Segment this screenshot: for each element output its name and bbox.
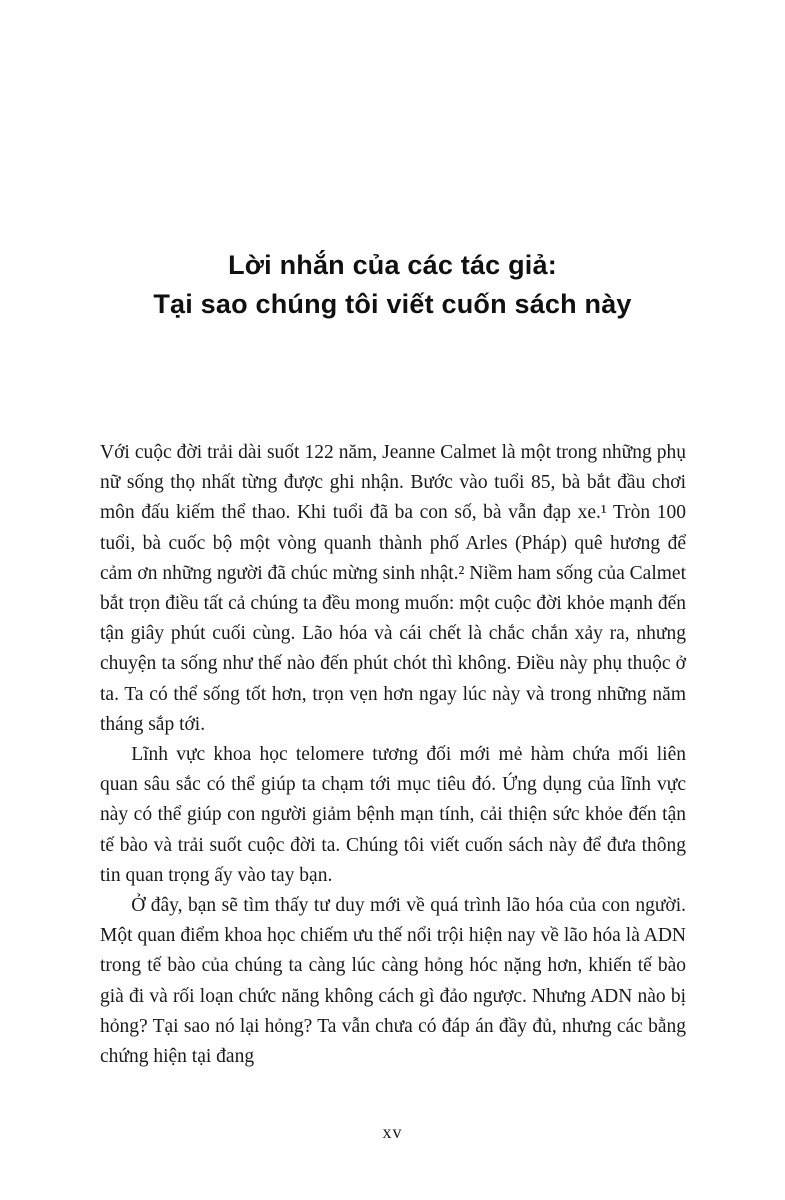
page-number: xv: [382, 1122, 403, 1142]
chapter-title-line-1: Lời nhắn của các tác giả:: [228, 250, 557, 280]
body-paragraph-2: Lĩnh vực khoa học telomere tương đối mới mẻ hàm chứa mối liên quan sâu sắc có thể giúp ta chạm tới mục tiêu đó. Ứng dụng của lĩnh vực này có thể giúp con người giảm bệnh mạn tính, cải thiện sức khỏe đến tận tế bào và trải suốt cuộc đời ta. Chúng tôi viết cuốn sách này để đưa thông tin quan trọng ấy vào tay bạn.: [100, 744, 686, 886]
body-paragraph-3: Ở đây, bạn sẽ tìm thấy tư duy mới về quá trình lão hóa của con người. Một quan điểm khoa học chiếm ưu thế nổi trội hiện nay về lão hóa là ADN trong tế bào của chúng ta càng lúc càng hỏng hóc nặng hơn, khiến tế bào già đi và rối loạn chức năng không cách gì đảo ngược. Nhưng ADN nào bị hỏng? Tại sao nó lại hỏng? Ta vẫn chưa có đáp án đầy đủ, nhưng các bằng chứng hiện tại đang: [100, 895, 686, 1068]
chapter-title: [0, 246, 785, 324]
body-paragraph-1: Với cuộc đời trải dài suốt 122 năm, Jeanne Calmet là một trong những phụ nữ sống thọ nhất từng được ghi nhận. Bước vào tuổi 85, bà bắt đầu chơi môn đấu kiếm thể thao. Khi tuổi đã ba con số, bà vẫn đạp xe.¹ Tròn 100 tuổi, bà cuốc bộ một vòng quanh thành phố Arles (Pháp) quê hương để cảm ơn những người đã chúc mừng sinh nhật.² Niềm ham sống của Calmet bắt trọn điều tất cả chúng ta đều mong muốn: một cuộc đời khỏe mạnh đến tận giây phút cuối cùng. Lão hóa và cái chết là chắc chắn xảy ra, nhưng chuyện ta sống như thế nào đến phút chót thì không. Điều này phụ thuộc ở ta. Ta có thể sống tốt hơn, trọn vẹn hơn ngay lúc này và trong những năm tháng sắp tới.: [100, 442, 686, 735]
body-text: [100, 438, 686, 1072]
chapter-title-line-2: Tại sao chúng tôi viết cuốn sách này: [153, 289, 632, 319]
